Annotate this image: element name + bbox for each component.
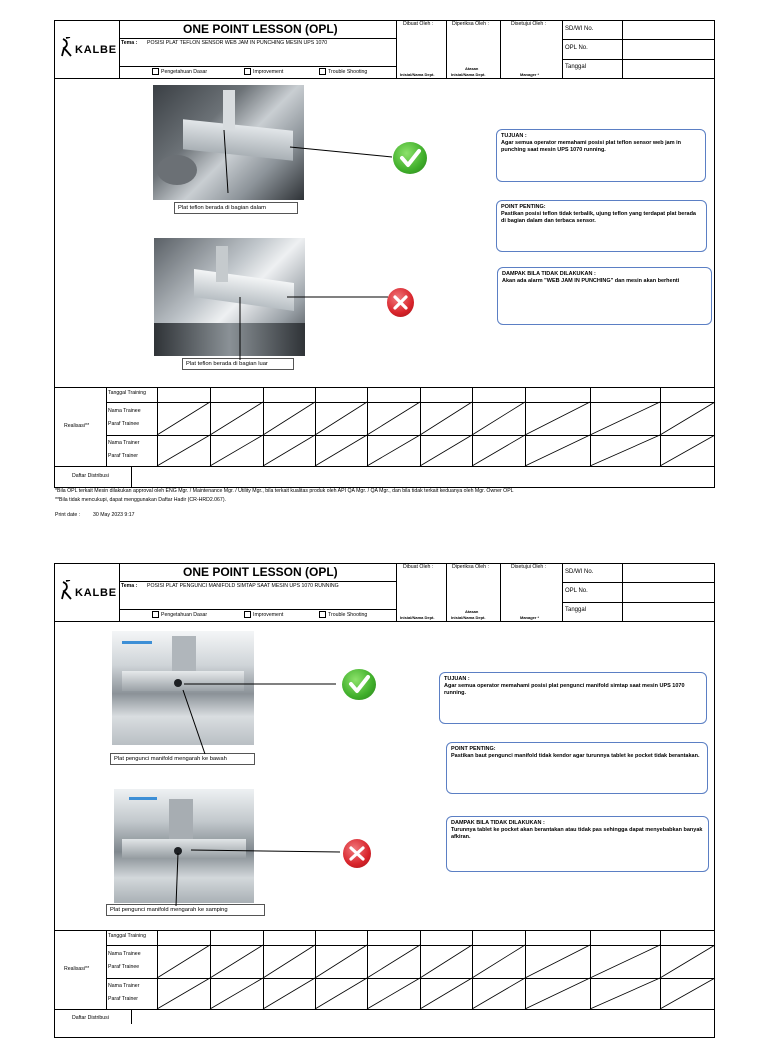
print-date-label: Print date :	[55, 512, 81, 518]
checkbox-pengetahuan[interactable]: Pengetahuan Dasar	[152, 68, 207, 75]
checkbox-trouble-shooting[interactable]: Trouble Shooting	[319, 68, 367, 75]
row-tanggal-training: Tanggal Training	[108, 390, 147, 396]
disetujui-label: Disetujui Oleh :	[511, 21, 547, 27]
tujuan-box: TUJUAN : Agar semua operator memahami posisi plat pengunci manifold simtap saat mesin UPS 1070 running.	[439, 672, 707, 724]
daftar-distribusi-label: Daftar Distribusi	[72, 473, 109, 479]
sdwi-label: SD/WI No.	[565, 569, 594, 575]
row-paraf-trainer: Paraf Trainer	[108, 996, 138, 1002]
inisial-label: Inisial/Nama Dept.	[400, 72, 435, 77]
row-tanggal-training: Tanggal Training	[108, 933, 147, 939]
tanggal-label: Tanggal	[565, 607, 587, 613]
tujuan-box: TUJUAN : Agar semua operator memahami posisi plat teflon sensor web jam in punching saat mesin UPS 1070 running.	[496, 129, 706, 182]
atasan-sub-label: Inisial/Nama Dept.	[451, 615, 486, 620]
opl-no-label: OPL No.	[565, 588, 588, 594]
checkbox-improvement[interactable]: Improvement	[244, 68, 283, 75]
dibuat-label: Dibuat Oleh :	[403, 564, 434, 570]
dampak-box: DAMPAK BILA TIDAK DILAKUKAN : Turunnya tablet ke pocket akan berantakan atau tidak pas sehingga dapat menyebabkan banyak afkiran.	[446, 816, 709, 872]
diperiksa-label: Diperiksa Oleh :	[452, 21, 489, 27]
atasan-label: Atasan	[465, 66, 479, 71]
tema-text: POSISI PLAT TEFLON SENSOR WEB JAM IN PUNCHING MESIN UPS 1070	[147, 40, 328, 46]
page-title: ONE POINT LESSON (OPL)	[183, 22, 338, 36]
realisasi-label: Realisasi**	[64, 423, 90, 429]
atasan-label: Atasan	[465, 609, 479, 614]
caption-correct: Plat teflon berada di bagian dalam	[174, 202, 298, 214]
atasan-sub-label: Inisial/Nama Dept.	[451, 72, 486, 77]
point-penting-box: POINT PENTING: Pastikan posisi teflon tidak terbalik, ujung teflon yang terdapat plat berada di bagian dalam dan terbaca sensor.	[496, 200, 707, 252]
row-nama-trainee: Nama Trainee	[108, 408, 141, 414]
row-paraf-trainer: Paraf Trainer	[108, 453, 138, 459]
inisial-label: Inisial/Nama Dept.	[400, 615, 435, 620]
realisasi-label: Realisasi**	[64, 966, 90, 972]
daftar-distribusi-label: Daftar Distribusi	[72, 1015, 109, 1021]
tanggal-label: Tanggal	[565, 64, 587, 70]
logo-text: KALBE	[75, 587, 117, 599]
dampak-box: DAMPAK BILA TIDAK DILAKUKAN : Akan ada alarm "WEB JAM IN PUNCHING" dan mesin akan berhenti	[497, 267, 712, 325]
row-nama-trainee: Nama Trainee	[108, 951, 141, 957]
caption-wrong: Plat teflon berada di bagian luar	[182, 358, 294, 370]
checkbox-improvement[interactable]: Improvement	[244, 611, 283, 618]
checkbox-pengetahuan[interactable]: Pengetahuan Dasar	[152, 611, 207, 618]
tema-text: POSISI PLAT PENGUNCI MANIFOLD SIMTAP SAAT MESIN UPS 1070 RUNNING	[147, 583, 339, 589]
sdwi-label: SD/WI No.	[565, 26, 594, 32]
footnote-approval: *Bila OPL terkait Mesin dilakukan approval oleh ENG Mgr. / Maintenance Mgr. / Utility Mgr., bila terkait kualitas produk oleh API QA Mgr. / QA Mgr., dan bila tidak terkait keduanya oleh Mgr. Owner OPL	[55, 488, 514, 494]
page-title: ONE POINT LESSON (OPL)	[183, 565, 338, 579]
manager-label: Manager *	[520, 615, 540, 620]
row-nama-trainer: Nama Trainer	[108, 983, 140, 989]
point-penting-box: POINT PENTING: Pastikan baut pengunci manifold tidak kendor agar turunnya tablet ke pocket tidak berantakan.	[446, 742, 708, 794]
caption-correct: Plat pengunci manifold mengarah ke bawah	[110, 753, 255, 765]
print-date-value: 30 May 2023 9:17	[93, 512, 135, 518]
logo-text: KALBE	[75, 44, 117, 56]
tema-label: Tema :	[121, 583, 138, 589]
manager-label: Manager *	[520, 72, 540, 77]
checkbox-trouble-shooting[interactable]: Trouble Shooting	[319, 611, 367, 618]
dibuat-label: Dibuat Oleh :	[403, 21, 434, 27]
diperiksa-label: Diperiksa Oleh :	[452, 564, 489, 570]
row-nama-trainer: Nama Trainer	[108, 440, 140, 446]
caption-wrong: Plat pengunci manifold mengarah ke samping	[106, 904, 265, 916]
row-paraf-trainee: Paraf Trainee	[108, 964, 140, 970]
tema-label: Tema :	[121, 40, 138, 46]
footnote-daftar-hadir: **Bila tidak mencukupi, dapat menggunakan Daftar Hadir (CR-HRD2.067).	[55, 497, 226, 503]
row-paraf-trainee: Paraf Trainee	[108, 421, 140, 427]
opl-no-label: OPL No.	[565, 45, 588, 51]
disetujui-label: Disetujui Oleh :	[511, 564, 547, 570]
